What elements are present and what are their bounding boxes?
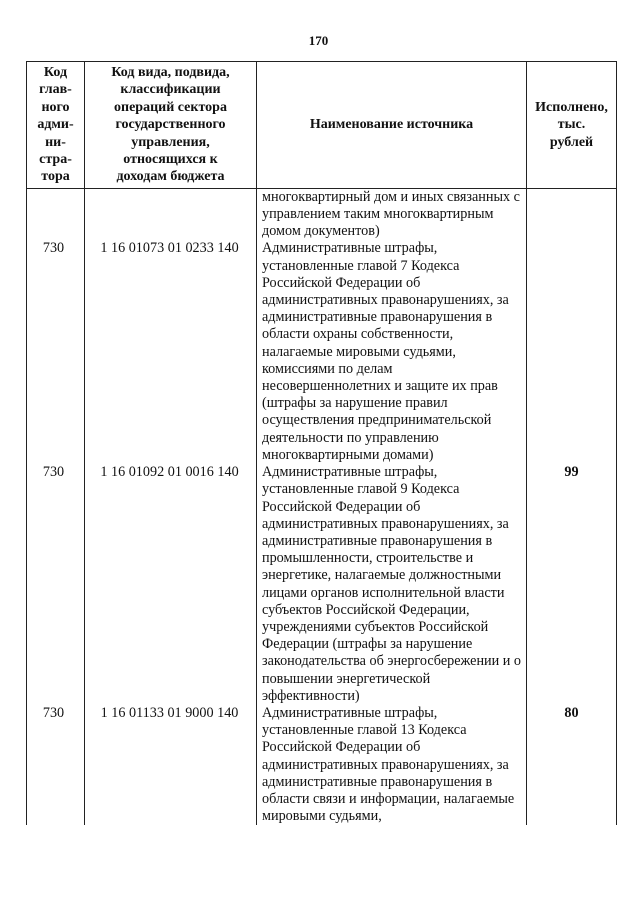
table-row: [27, 705, 617, 825]
amount-cell: 99: [527, 464, 617, 705]
header-line: тыс.: [557, 117, 586, 133]
admin-cell: 730: [27, 240, 85, 464]
code-cell: 1 16 01133 01 9000 140: [85, 705, 257, 825]
table-header-row: [27, 62, 617, 189]
name-cell: Административные штрафы, установленные главой 7 Кодекса Российской Федерации об административных правонарушениях, за административные правонарушения в области охраны собственности, налагаемые мировыми судьями, комиссиями по делам несовершеннолетних и защите их прав (штрафы за нарушение правил осуществления предпринимательской деятельности по управлению многоквартирными домами): [257, 240, 527, 464]
header-line: рублей: [549, 134, 594, 150]
name-cell: многоквартирный дом и иных связанных с управлением таким многоквартирным домом документов): [257, 188, 527, 240]
header-line: управления,: [131, 134, 210, 150]
budget-revenue-table: [26, 61, 617, 825]
header-line: Код: [43, 65, 68, 80]
header-line: классификации: [120, 82, 221, 98]
header-line: относящихся к: [123, 152, 218, 168]
header-line: Код вида, подвида,: [111, 65, 230, 80]
amount-cell: 80: [527, 705, 617, 825]
header-line: адми-: [37, 117, 74, 133]
header-line: ного: [41, 99, 70, 115]
name-cell: Административные штрафы, установленные главой 13 Кодекса Российской Федерации об административных правонарушениях, за административные правонарушения в области связи и информации, налагаемые мировыми судьями,: [257, 705, 527, 825]
admin-cell: 730: [27, 464, 85, 705]
header-line: операций сектора: [114, 99, 227, 115]
header-source-name: Наименование источника: [257, 62, 527, 189]
header-executed: [527, 62, 617, 189]
header-line: Исполнено,: [535, 99, 608, 115]
table-row: [27, 464, 617, 705]
code-cell: 1 16 01073 01 0233 140: [85, 240, 257, 464]
amount-cell: [527, 188, 617, 240]
code-cell: [85, 188, 257, 240]
header-line: глав-: [39, 82, 72, 98]
header-line: государственного: [115, 117, 226, 133]
amount-cell: [527, 240, 617, 464]
table-row: [27, 240, 617, 464]
header-line: тора: [41, 169, 70, 185]
page-number: 170: [308, 33, 329, 48]
name-cell: Административные штрафы, установленные главой 9 Кодекса Российской Федерации об административных правонарушениях, за административные правонарушения в промышленности, строительстве и энергетике, налагаемые должностными лицами органов исполнительной власти субъектов Российской Федерации, учреждениями субъектов Российской Федерации (штрафы за нарушение законодательства об энергосбережении и о повышении энергетической эффективности): [257, 464, 527, 705]
header-classification-code: [85, 62, 257, 189]
header-admin-code: [27, 62, 85, 189]
table-row-continuation: [27, 188, 617, 240]
code-cell: 1 16 01092 01 0016 140: [85, 464, 257, 705]
header-line: доходам бюджета: [116, 169, 225, 185]
header-line: стра-: [39, 152, 72, 168]
admin-cell: [27, 188, 85, 240]
admin-cell: 730: [27, 705, 85, 825]
header-line: ни-: [45, 134, 66, 150]
